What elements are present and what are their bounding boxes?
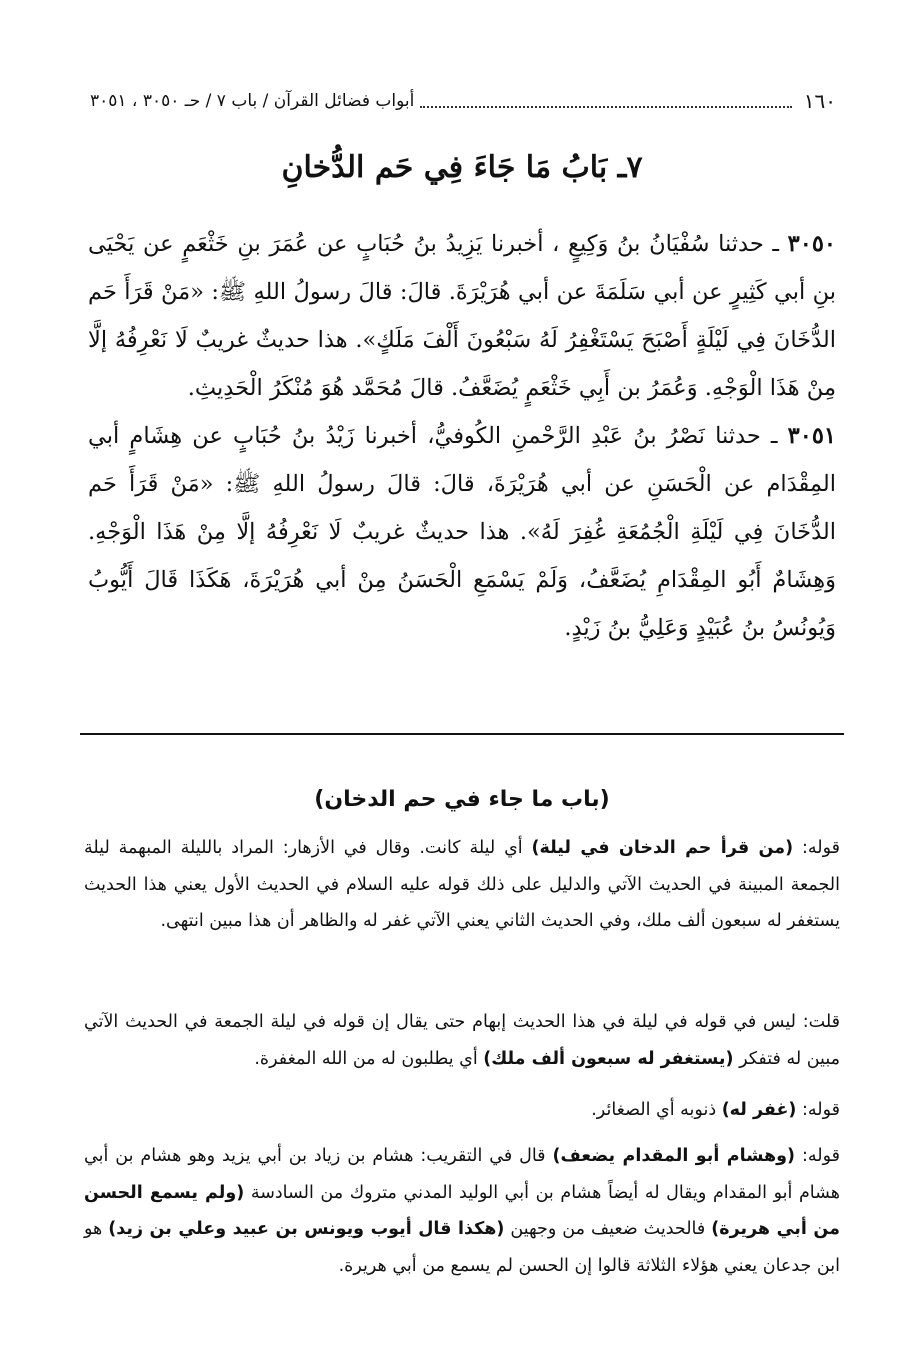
commentary-text: قلت: ليس في قوله في ليلة في هذا الحديث إبهام حتى يقال إن قوله في ليلة الجمعة في الحديث الآتي مبين له فتفكر <box>84 1012 840 1069</box>
hadith-text: ـ حدثنا نَصْرُ بنُ عَبْدِ الرَّحْمنِ الكُوفيُّ، أخبرنا زَيْدُ بنُ حُبَابٍ عن هِشَامٍ أبي المِقْدَام عن الْحَسَنِ عن أبي هُرَيْرَةَ، قالَ: قالَ رسولُ اللهِ ﷺ: «مَنْ قَرَأَ حَم الدُّخَانَ فِي لَيْلَةِ الْجُمُعَةِ غُفِرَ لَهُ». هذا حديثٌ غريبٌ لَا نَعْرِفُهُ إلَّا مِنْ هَذَا الْوَجْهِ. وَهِشَامٌ أَبُو المِقْدَامِ يُضَعَّفُ، وَلَمْ يَسْمَعِ الْحَسَنُ مِنْ أبي هُرَيْرَةَ، هَكَذَا قَالَ أَيُّوبُ وَيُونُسُ بنُ عُبَيْدٍ وَعَلِيُّ بنُ زَيْدٍ. <box>88 423 836 641</box>
commentary-paragraph <box>84 1138 840 1284</box>
commentary-paragraph <box>84 1004 840 1077</box>
commentary-quote: (هكذا قال أيوب ويونس بن عبيد وعلي بن زيد) <box>108 1219 505 1239</box>
commentary-text: قوله: <box>793 838 840 858</box>
hadith-text: ـ حدثنا سُفْيَانُ بنُ وَكِيعٍ ، أخبرنا يَزِيدُ بنُ حُبَابٍ عن عُمَرَ بنِ خَثْعَمٍ عن يَحْيَى بنِ أبي كَثِيرٍ عن أبي سَلَمَةَ عن أبي هُرَيْرَةَ. قالَ: قالَ رسولُ اللهِ ﷺ: «مَنْ قَرَأَ حَم الدُّخَانَ فِي لَيْلَةٍ أَصْبَحَ يَسْتَغْفِرُ لَهُ سَبْعُونَ أَلْفَ مَلَكٍ». هذا حديثٌ غريبٌ لَا نَعْرِفُهُ إلَّا مِنْ هَذَا الْوَجْهِ. وَعُمَرُ بن أَبِي خَثْعَمٍ يُضَعَّفُ. قالَ مُحَمَّد هُوَ مُنْكَرُ الْحَدِيثِ. <box>88 231 836 401</box>
commentary-quote: (وهشام أبو المقدام يضعف) <box>552 1146 796 1166</box>
commentary-text: أي ليلة كانت. وقال في الأزهار: المراد بالليلة المبهمة ليلة الجمعة المبينة في الحديث الآتي والدليل على ذلك قوله عليه السلام في الحديث الأول يعني هذا الحديث يستغفر له سبعون ألف ملك، وفي الحديث الثاني يعني الآتي غفر له والظاهر أن هذا مبين انتهى. <box>84 838 840 931</box>
commentary-text: أي يطلبون له من الله المغفرة. <box>254 1048 484 1069</box>
running-title: أبواب فضائل القرآن / باب ٧ / حـ ٣٠٥٠ ، ٣٠٥١ <box>90 91 415 111</box>
hadith-number: ٣٠٥١ <box>787 423 836 449</box>
commentary-quote: (غفر له) <box>721 1100 797 1120</box>
hadith-3051 <box>88 412 836 652</box>
commentary-text: قوله: <box>796 1100 840 1120</box>
commentary-text: قال في التقريب: هشام بن زياد بن أبي يزيد وهو هشام بن أبي هشام أبو المقدام ويقال له أيضاً هشام بن أبي الوليد المدني متروك من السادسة <box>84 1146 840 1203</box>
commentary-quote: (من قرأ حم الدخان في ليلة) <box>531 838 794 858</box>
leader-dots <box>420 94 791 108</box>
commentary-text: قوله: <box>795 1146 840 1166</box>
page-number: ١٦٠ <box>803 89 836 113</box>
hadith-3050 <box>88 220 836 412</box>
commentary-title: (باب ما جاء في حم الدخان) <box>314 787 610 812</box>
chapter-title: ٧ـ بَابُ مَا جَاءَ فِي حَم الدُّخانِ <box>281 150 643 185</box>
commentary-text: ذنوبه أي الصغائر. <box>591 1100 722 1120</box>
commentary-text: فالحديث ضعيف من وجهين <box>504 1219 712 1239</box>
hadith-number: ٣٠٥٠ <box>787 231 836 257</box>
commentary-quote: (ولم يسمع الحسن من أبي هريرة) <box>84 1182 840 1239</box>
footnote-divider <box>80 733 844 735</box>
commentary-paragraph <box>84 1092 840 1129</box>
commentary-text: هو ابن جدعان يعني هؤلاء الثلاثة قالوا إن الحسن لم يسمع من أبي هريرة. <box>84 1219 840 1276</box>
commentary-quote: (يستغفر له سبعون ألف ملك) <box>483 1048 734 1069</box>
page-header <box>90 88 836 114</box>
commentary-paragraph <box>84 830 840 940</box>
